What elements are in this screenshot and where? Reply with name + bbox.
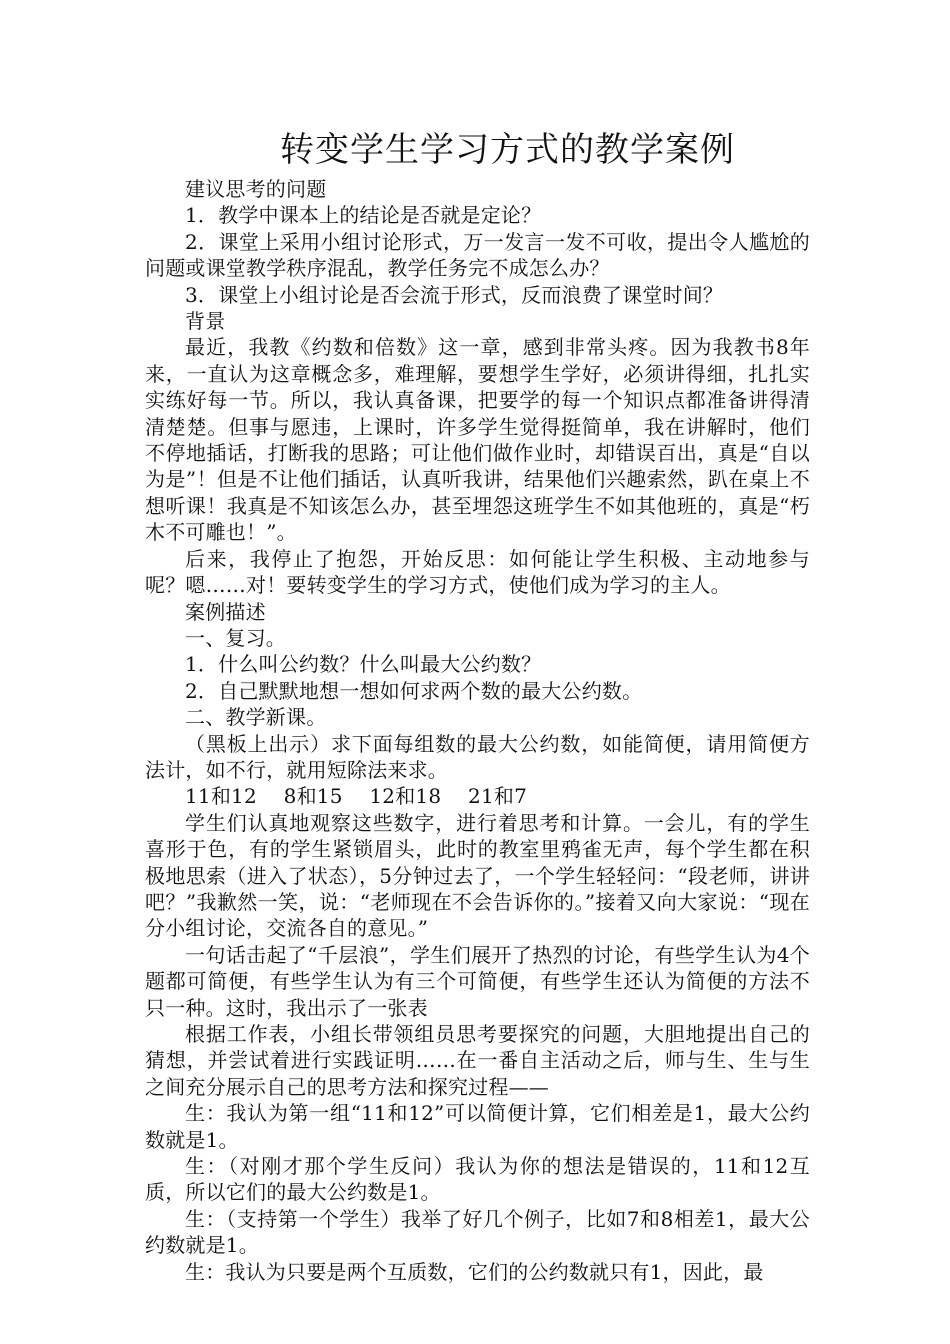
paragraph: 建议思考的问题 bbox=[185, 177, 327, 201]
paragraph: 生：（对刚才那个学生反问）我认为你的想法是错误的，11和12互质，所以它们的最大公约数是1。 bbox=[145, 1154, 810, 1205]
paragraph: 1．教学中课本上的结论是否就是定论？ bbox=[185, 203, 542, 228]
document-page bbox=[145, 128, 810, 1285]
paragraph: 背景 bbox=[185, 309, 226, 334]
paragraph: 一句话击起了“千层浪”，学生们展开了热烈的讨论，有些学生认为4个题都可简便，有些学生认为有三个可简便，有些学生还认为简便的方法不只一种。这时，我出示了一张表 bbox=[145, 942, 810, 1020]
paragraph: 3．课堂上小组讨论是否会流于形式，反而浪费了课堂时间？ bbox=[185, 282, 724, 307]
paragraph: 二、教学新课。 bbox=[185, 705, 327, 730]
paragraph: 一、复习。 bbox=[185, 625, 286, 650]
paragraph: 生：我认为第一组“11和12”可以简便计算，它们相差是1，最大公约数就是1。 bbox=[145, 1101, 810, 1152]
document-title: 转变学生学习方式的教学案例 bbox=[280, 130, 735, 170]
paragraph: 生：（支持第一个学生）我举了好几个例子，比如7和8相差1，最大公约数就是1。 bbox=[145, 1206, 810, 1258]
paragraph: 后来，我停止了抱怨，开始反思：如何能让学生积极、主动地参与呢？嗯……对！要转变学生的学习方式，使他们成为学习的主人。 bbox=[145, 546, 810, 598]
paragraph: 根据工作表，小组长带领组员思考要探究的问题，大胆地提出自己的猜想，并尝试着进行实践证明……在一番自主活动之后，师与生、生与生之间充分展示自己的思考方法和探究过程—— bbox=[145, 1022, 810, 1099]
paragraph: 生：我认为只要是两个互质数，它们的公约数就只有1，因此，最 bbox=[185, 1259, 764, 1284]
paragraph: 案例描述 bbox=[185, 599, 266, 624]
paragraph: 最近，我教《约数和倍数》这一章，感到非常头疼。因为我教书8年来，一直认为这章概念多，难理解，要想学生学好，必须讲得细，扎扎实实练好每一节。所以，我认真备课，把要学的每一个知识点都准备讲得清清楚楚。但事与愿违，上课时，许多学生觉得挺简单，我在讲解时，他们不停地插话，打断我的思路；可让他们做作业时，却错误百出，真是“自以为是”！但是不让他们插话，认真听我讲，结果他们兴趣索然，趴在桌上不想听课！我真是不知该怎么办，甚至埋怨这班学生不如其他班的，真是“朽木不可雕也！”。 bbox=[145, 335, 810, 545]
paragraph: 1．什么叫公约数？什么叫最大公约数？ bbox=[185, 652, 542, 677]
paragraph: 11和12 8和15 12和18 21和7 bbox=[185, 784, 528, 809]
paragraph: 2．自己默默地想一想如何求两个数的最大公约数。 bbox=[185, 678, 643, 703]
paragraph: 2．课堂上采用小组讨论形式，万一发言一发不可收，提出令人尴尬的问题或课堂教学秩序混乱，教学任务完不成怎么办？ bbox=[145, 229, 810, 281]
paragraph: （黑板上出示）求下面每组数的最大公约数，如能简便，请用简便方法计，如不行，就用短除法来求。 bbox=[145, 731, 810, 782]
paragraph: 学生们认真地观察这些数字，进行着思考和计算。一会儿，有的学生喜形于色，有的学生紧锁眉头，此时的教室里鸦雀无声，每个学生都在积极地思索（进入了状态），5分钟过去了，一个学生轻轻问：“段老师，讲讲吧？”我歉然一笑，说：“老师现在不会告诉你的。”接着又向大家说：“现在分小组讨论，交流各自的意见。” bbox=[145, 810, 810, 941]
